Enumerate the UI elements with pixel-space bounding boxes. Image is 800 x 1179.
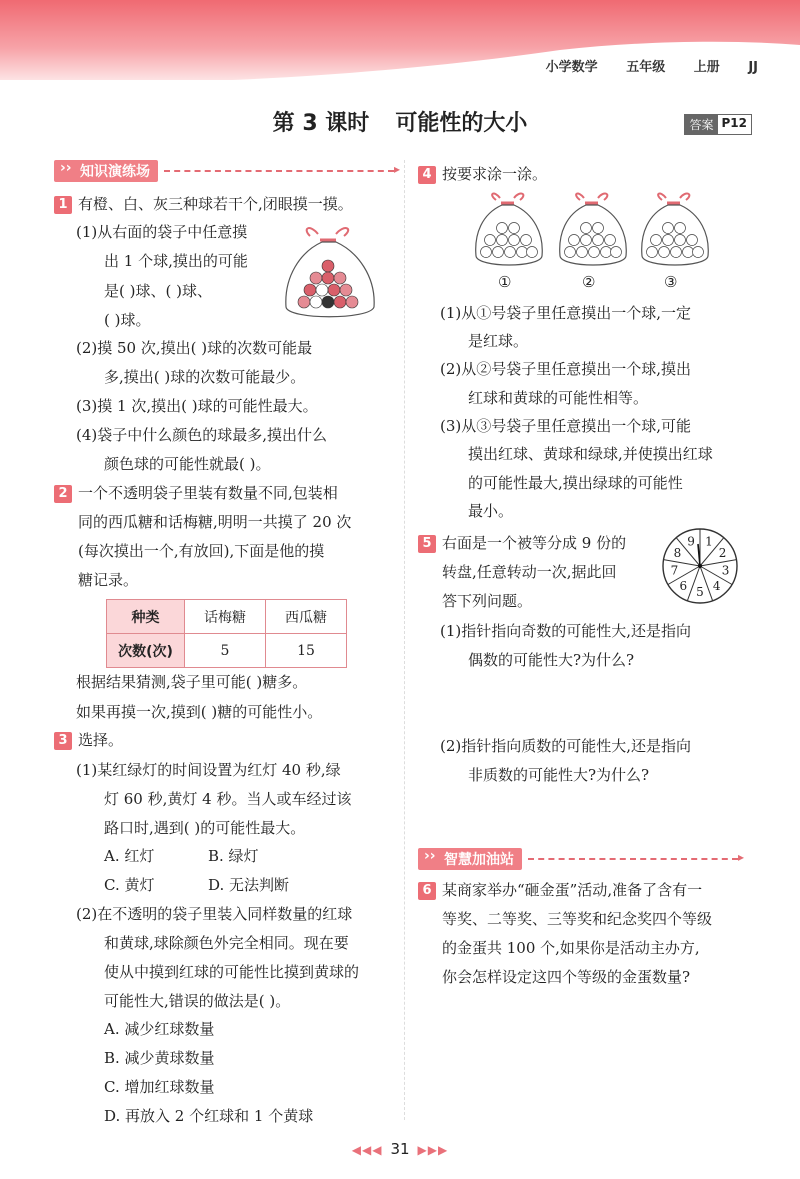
q2-text-line1: 一个不透明袋子里装有数量不同,包装相: [78, 484, 338, 502]
q1-part4-line2: 颜色球的可能性就最( )。: [104, 455, 271, 473]
section-divider-line: [528, 858, 738, 860]
q5-part1-line1: (1)指针指向奇数的可能性大,还是指向: [440, 622, 692, 640]
table-row: [107, 600, 347, 634]
spinner-number: 9: [687, 534, 695, 549]
table-header-kind: 种类: [107, 600, 185, 634]
question-number-3: 3: [54, 732, 72, 750]
spinner-number: 8: [673, 546, 682, 560]
q6-text-line3: 的金蛋共 100 个,如果你是活动主办方,: [442, 939, 700, 957]
q1-part2-line2: 多,摸出( )球的次数可能最少。: [104, 368, 306, 386]
q5-text-line2: 转盘,任意转动一次,据此回: [442, 563, 617, 581]
bag-label-3: ③: [664, 273, 678, 291]
spinner-number: 3: [721, 563, 730, 578]
q4-part3-line2: 摸出红球、黄球和绿球,并使摸出红球: [468, 445, 713, 463]
spinner-number: 1: [705, 534, 713, 549]
bag-1: [476, 194, 543, 265]
q1-part1-line3: 是( )球、( )球、: [104, 282, 212, 300]
q3-part2-option-d[interactable]: D. 再放入 2 个红球和 1 个黄球: [104, 1107, 314, 1125]
q4-stem-text: 按要求涂一涂。: [442, 165, 548, 183]
q3-part2-line3: 使从中摸到红球的可能性比摸到黄球的: [104, 963, 360, 981]
q1-part1-line2: 出 1 个球,摸出的可能: [104, 252, 248, 270]
q2-text-line4: 糖记录。: [78, 571, 139, 589]
answer-reference[interactable]: [684, 114, 752, 135]
q4-part2-line2: 红球和黄球的可能性相等。: [468, 389, 649, 407]
ball-bag-illustration: [280, 222, 380, 324]
lesson-topic: 可能性的大小: [395, 111, 528, 136]
q6-text-line1: 某商家举办“砸金蛋”活动,准备了含有一: [442, 881, 703, 899]
spinner-number: 5: [696, 585, 704, 599]
q3-part1-option-a[interactable]: A. 红灯: [104, 847, 155, 865]
q5-part2-line2: 非质数的可能性大?为什么?: [468, 766, 650, 784]
q3-part1-option-c[interactable]: C. 黄灯: [104, 876, 155, 894]
table-cell-count1: 5: [185, 634, 266, 668]
q3-part1-option-d[interactable]: D. 无法判断: [208, 876, 290, 894]
q6-text-line4: 你会怎样设定这四个等级的金蛋数量?: [442, 968, 691, 986]
q4-part1-line2: 是红球。: [468, 332, 529, 350]
q3-part2-line2: 和黄球,球除颜色外完全相同。现在要: [104, 934, 349, 952]
section-practice-header: [54, 160, 394, 182]
q1-part2-line1: (2)摸 50 次,摸出( )球的次数可能最: [76, 339, 313, 357]
section-challenge-header: [418, 848, 738, 870]
book-subject: 小学数学: [545, 60, 598, 75]
answer-label: 答案: [685, 115, 717, 134]
spinner-number: 4: [712, 578, 721, 593]
section-challenge-label: ›› 智慧加油站: [418, 848, 522, 870]
page-title: [0, 106, 800, 137]
q1-part1-line4: ( )球。: [104, 311, 151, 329]
book-grade: 五年级: [626, 60, 666, 75]
lesson-number: 第 3 课时: [272, 111, 370, 136]
bag-label-2: ②: [582, 273, 596, 291]
q3-part2-option-a[interactable]: A. 减少红球数量: [104, 1020, 215, 1038]
q4-part3-line1: (3)从③号袋子里任意摸出一个球,可能: [440, 417, 692, 435]
q2-after-line2: 如果再摸一次,摸到( )糖的可能性小。: [76, 703, 323, 721]
question-3-stem: [54, 730, 123, 750]
q1-stem-text: 有橙、白、灰三种球若干个,闭眼摸一摸。: [78, 195, 353, 213]
page-footer: [0, 1140, 800, 1158]
spinner-number: 7: [670, 563, 679, 578]
section-divider-line: [164, 170, 394, 172]
table-cell-count2: 15: [266, 634, 347, 668]
q5-part2-line1: (2)指针指向质数的可能性大,还是指向: [440, 737, 692, 755]
question-4-stem: [418, 164, 547, 184]
q3-stem-text: 选择。: [78, 731, 124, 749]
q6-text-line2: 等奖、二等奖、三等奖和纪念奖四个等级: [442, 910, 713, 928]
q5-text-line1: 右面是一个被等分成 9 份的: [442, 534, 627, 552]
q4-part3-line4: 最小。: [468, 502, 514, 520]
question-number-5: 5: [418, 535, 436, 553]
book-volume: 上册: [693, 60, 720, 75]
q1-part1-line1: (1)从右面的袋子中任意摸: [76, 223, 248, 241]
q3-part1-option-b[interactable]: B. 绿灯: [208, 847, 259, 865]
q3-part1-line2: 灯 60 秒,黄灯 4 秒。当人或车经过该: [104, 790, 352, 808]
q3-part1-line3: 路口时,遇到( )的可能性最大。: [104, 819, 306, 837]
q3-part1-line1: (1)某红绿灯的时间设置为红灯 40 秒,绿: [76, 761, 341, 779]
question-number-1: 1: [54, 196, 72, 214]
question-number-4: 4: [418, 166, 436, 184]
page-number: 31: [390, 1140, 410, 1158]
column-divider: [404, 160, 405, 1120]
spinner-number: 6: [679, 578, 688, 593]
question-1-stem: [54, 194, 353, 214]
table-cell-candy2: 西瓜糖: [266, 600, 347, 634]
q2-text-line3: (每次摸出一个,有放回),下面是他的摸: [78, 542, 325, 560]
bag-3: [642, 194, 709, 265]
q4-part2-line1: (2)从②号袋子里任意摸出一个球,摸出: [440, 360, 692, 378]
spinner-wheel: [660, 526, 740, 606]
next-arrows-icon: ▶▶▶: [417, 1143, 449, 1157]
q1-part3: (3)摸 1 次,摸出( )球的可能性最大。: [76, 397, 318, 415]
book-edition: JJ: [748, 60, 758, 75]
candy-record-table: [106, 599, 347, 668]
q3-part2-option-b[interactable]: B. 减少黄球数量: [104, 1049, 215, 1067]
table-header-count: 次数(次): [107, 634, 185, 668]
bag-label-1: ①: [498, 273, 512, 291]
q3-part2-line1: (2)在不透明的袋子里装入同样数量的红球: [76, 905, 353, 923]
question-5-line1: [418, 533, 626, 553]
answer-page: P12: [721, 116, 747, 130]
q1-part4-line1: (4)袋子中什么颜色的球最多,摸出什么: [76, 426, 328, 444]
table-cell-candy1: 话梅糖: [185, 600, 266, 634]
q2-after-line1: 根据结果猜测,袋子里可能( )糖多。: [76, 673, 308, 691]
q5-text-line3: 答下列问题。: [442, 592, 533, 610]
q3-part2-option-c[interactable]: C. 增加红球数量: [104, 1078, 215, 1096]
bag-2: [560, 194, 627, 265]
q4-part1-line1: (1)从①号袋子里任意摸出一个球,一定: [440, 304, 692, 322]
spinner-number: 2: [718, 546, 727, 560]
book-info: [532, 56, 758, 75]
q5-part1-line2: 偶数的可能性大?为什么?: [468, 651, 635, 669]
question-6-line1: [418, 880, 702, 900]
prev-arrows-icon: ◀◀◀: [351, 1143, 383, 1157]
q3-part2-line4: 可能性大,错误的做法是( )。: [104, 992, 291, 1010]
q2-text-line2: 同的西瓜糖和话梅糖,明明一共摸了 20 次: [78, 513, 352, 531]
q4-part3-line3: 的可能性最大,摸出绿球的可能性: [468, 474, 683, 492]
question-number-6: 6: [418, 882, 436, 900]
question-2-line1: [54, 483, 338, 503]
section-practice-label: ›› 知识演练场: [54, 160, 158, 182]
table-row: [107, 634, 347, 668]
question-number-2: 2: [54, 485, 72, 503]
